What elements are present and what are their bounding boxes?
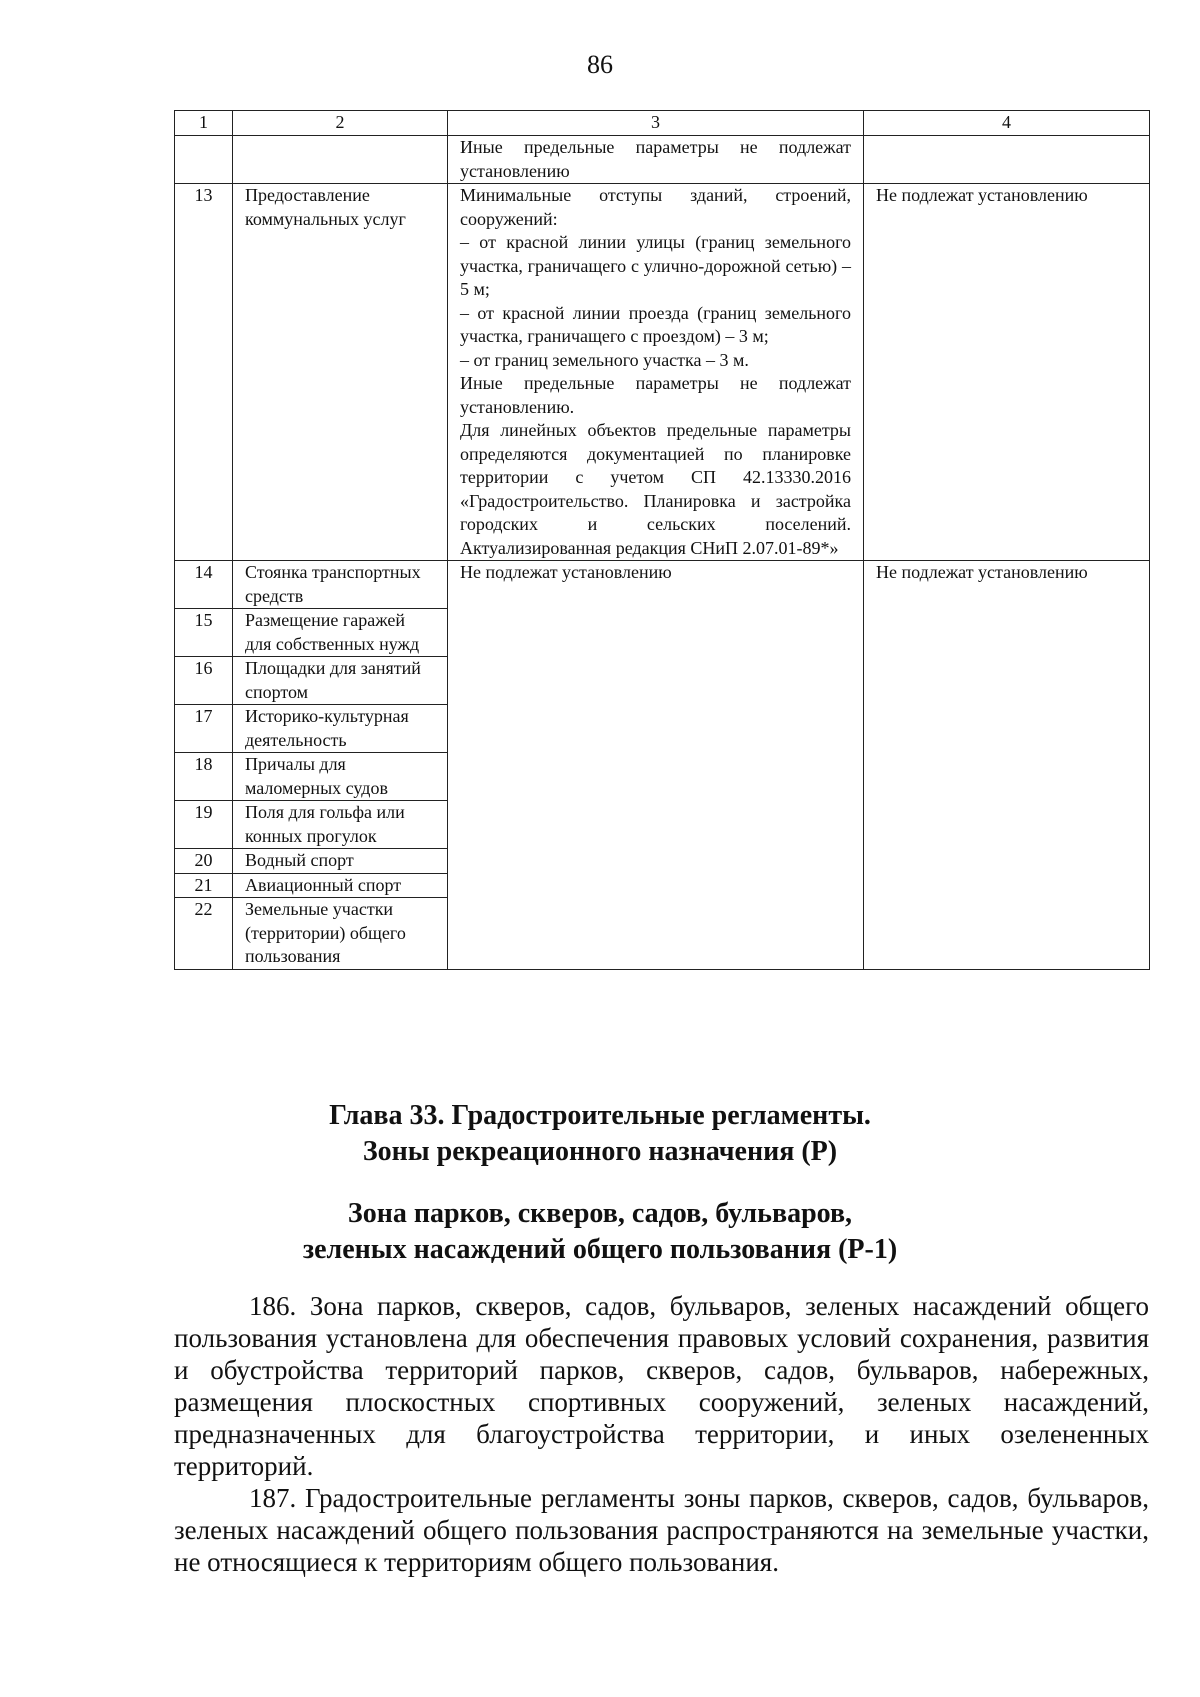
paragraph-186: 186. Зона парков, скверов, садов, бульваров, зеленых насаждений общего пользования установлена для обеспечения правовых условий сохранения, развития и обустройства территорий парков, скверов, садов, бульваров, набережных, размещения плоскостных спортивных сооружений, зеленых насаждений, предназначенных для благоустройства территории, и иных озелененных территорий.: [174, 1291, 1149, 1481]
params-line: Для линейных объектов предельные параметры определяются документацией по планировке территории с учетом СП 42.13330.2016 «Градостроительство. Планировка и застройка городских и сельских поселений. Актуализированная редакция СНиП 2.07.01-89*»: [460, 420, 851, 558]
params-line: Иные предельные параметры не подлежат установлению.: [460, 373, 851, 417]
use-name-cell: Водный спорт: [233, 849, 448, 874]
table-row: [175, 136, 1150, 184]
empty-cell: [864, 136, 1150, 184]
params-cell: [448, 184, 864, 561]
table-header-cell: 2: [233, 111, 448, 136]
chapter-subtitle: Зоны рекреационного назначения (Р): [362, 1136, 838, 1167]
use-name-cell: Историко-культурная деятельность: [233, 705, 448, 753]
table-header-cell: 1: [175, 111, 233, 136]
paragraph-187: 187. Градостроительные регламенты зоны парков, скверов, садов, бульваров, зеленых насаждений общего пользования распространяются на земельные участки, не относящиеся к территориям общего пользования.: [174, 1483, 1149, 1577]
page-number: 86: [587, 50, 613, 79]
row-number: 16: [175, 657, 233, 705]
zone-title-line: зеленых насаждений общего пользования (Р-1): [302, 1234, 898, 1265]
row-number: 21: [175, 873, 233, 898]
body-text: [174, 1290, 1149, 1578]
empty-cell: [233, 136, 448, 184]
limits-cell: Не подлежат установлению: [864, 184, 1150, 561]
params-line: – от границ земельного участка – 3 м.: [460, 349, 749, 370]
row-number: 14: [175, 561, 233, 609]
row-number: 20: [175, 849, 233, 874]
row-number: 17: [175, 705, 233, 753]
use-name-cell: Поля для гольфа или конных прогулок: [233, 801, 448, 849]
limits-cell: Не подлежат установлению: [864, 561, 1150, 970]
zone-title-line: Зона парков, скверов, садов, бульваров,: [347, 1198, 853, 1229]
params-cell: Не подлежат установлению: [448, 561, 864, 970]
use-name-cell: Площадки для занятий спортом: [233, 657, 448, 705]
table-header-cell: 3: [448, 111, 864, 136]
row-number: 22: [175, 898, 233, 970]
use-name-cell: Стоянка транспортных средств: [233, 561, 448, 609]
params-cell: Иные предельные параметры не подлежат установлению: [448, 136, 864, 184]
chapter-title: Глава 33. Градостроительные регламенты.: [329, 1100, 871, 1131]
chapter-heading: [0, 1098, 1200, 1170]
params-line: Минимальные отступы зданий, строений, сооружений:: [460, 185, 851, 229]
use-name-cell: Причалы для маломерных судов: [233, 753, 448, 801]
use-name-cell: Размещение гаражей для собственных нужд: [233, 609, 448, 657]
row-number: 13: [175, 184, 233, 561]
empty-cell: [175, 136, 233, 184]
table-header-row: [175, 111, 1150, 136]
use-name-cell: Авиационный спорт: [233, 873, 448, 898]
regulations-table: [174, 110, 1150, 970]
table-header-cell: 4: [864, 111, 1150, 136]
row-number: 19: [175, 801, 233, 849]
params-line: – от красной линии проезда (границ земельного участка, граничащего с проездом) – 3 м;: [460, 302, 851, 346]
row-number: 18: [175, 753, 233, 801]
row-number: 15: [175, 609, 233, 657]
zone-heading: [0, 1196, 1200, 1268]
use-name-cell: Земельные участки (территории) общего пользования: [233, 898, 448, 970]
table-row: [175, 561, 1150, 609]
use-name-cell: Предоставление коммунальных услуг: [233, 184, 448, 561]
params-line: – от красной линии улицы (границ земельного участка, граничащего с улично-дорожной сетью) – 5 м;: [460, 232, 851, 299]
table-row: [175, 184, 1150, 561]
